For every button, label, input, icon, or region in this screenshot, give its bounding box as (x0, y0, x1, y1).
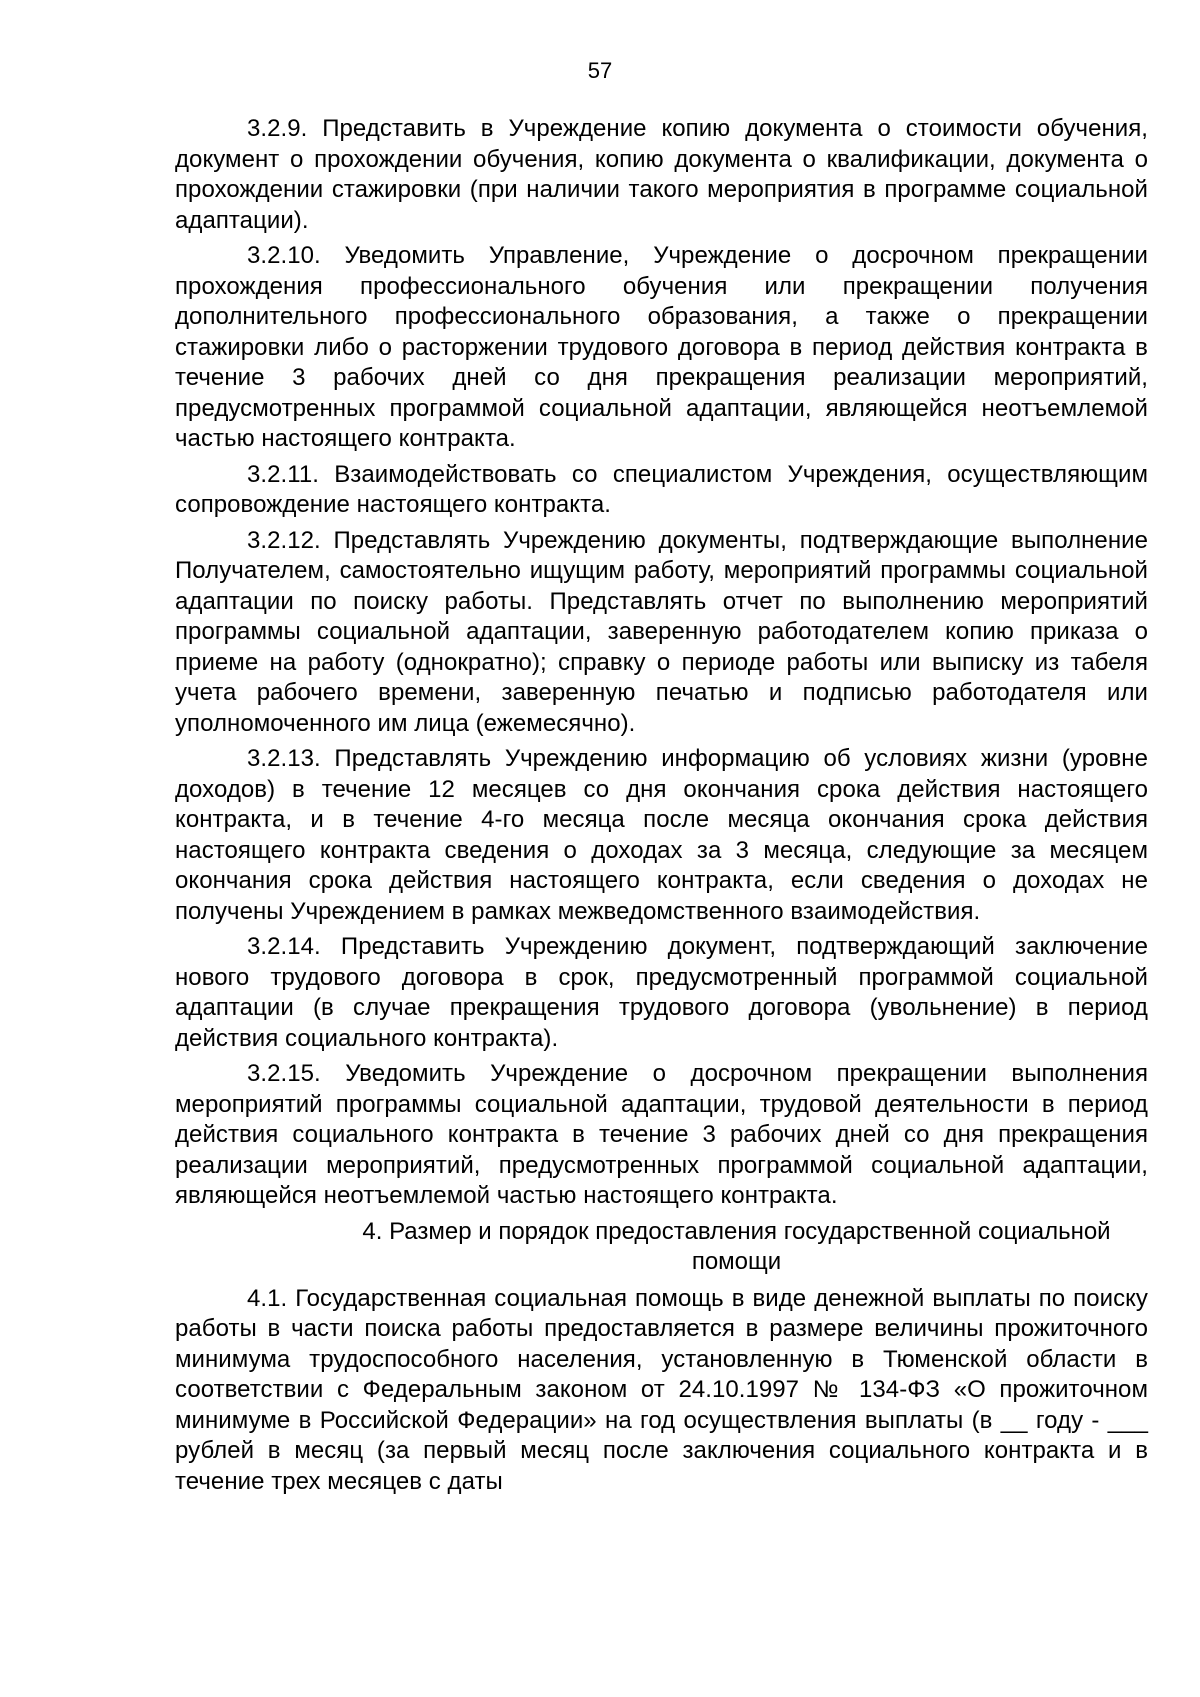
clause-4-1: 4.1. Государственная социальная помощь в виде денежной выплаты по поиску работы в части поиска работы предоставляется в размере величины прожиточного минимума трудоспособного населения, установленную в Тюменской области в соответствии с Федеральным законом от 24.10.1997 № 134-ФЗ «О прожиточном минимуме в Российской Федерации» на год осуществления выплаты (в __ году - ___ рублей в месяц (за первый месяц после заключения социального контракта и в течение трех месяцев с даты (175, 1284, 1148, 1495)
document-body (175, 114, 1148, 1502)
clause-3-2-15: 3.2.15. Уведомить Учреждение о досрочном прекращении выполнения мероприятий программы социальной адаптации, трудовой деятельности в период действия социального контракта в течение 3 рабочих дней со дня прекращения реализации мероприятий, предусмотренных программой социальной адаптации, являющейся неотъемлемой частью настоящего контракта. (175, 1060, 1148, 1209)
clause-3-2-14: 3.2.14. Представить Учреждению документ, подтверждающий заключение нового трудового договора в срок, предусмотренный программой социальной адаптации (в случае прекращения трудового договора (увольнение) в период действия социального контракта). (175, 933, 1148, 1052)
clause-3-2-13: 3.2.13. Представлять Учреждению информацию об условиях жизни (уровне доходов) в течение 12 месяцев со дня окончания срока действия настоящего контракта, и в течение 4-го месяца после месяца окончания срока действия настоящего контракта сведения о доходах за 3 месяца, следующие за месяцем окончания срока действия настоящего контракта, если сведения о доходах не получены Учреждением в рамках межведомственного взаимодействия. (175, 745, 1148, 925)
section-heading: 4. Размер и порядок предоставления государственной социальной помощи (362, 1217, 1111, 1275)
clause-3-2-11: 3.2.11. Взаимодействовать со специалистом Учреждения, осуществляющим сопровождение настоящего контракта. (175, 460, 1148, 518)
clause-3-2-10: 3.2.10. Уведомить Управление, Учреждение о досрочном прекращении прохождения профессионального обучения или прекращении получения дополнительного профессионального образования, а также о прекращении стажировки либо о расторжении трудового договора в период действия контракта в течение 3 рабочих дней со дня прекращения реализации мероприятий, предусмотренных программой социальной адаптации, являющейся неотъемлемой частью настоящего контракта. (175, 242, 1148, 452)
clause-3-2-12: 3.2.12. Представлять Учреждению документы, подтверждающие выполнение Получателем, самостоятельно ищущим работу, мероприятий программы социальной адаптации по поиску работы. Представлять отчет по выполнению мероприятий программы социальной адаптации, заверенную работодателем копию приказа о приеме на работу (однократно); справку о периоде работы или выписку из табеля учета рабочего времени, заверенную печатью и подписью работодателя или уполномоченного им лица (ежемесячно). (175, 526, 1148, 737)
clause-3-2-9: 3.2.9. Представить в Учреждение копию документа о стоимости обучения, документ о прохождении обучения, копию документа о квалификации, документа о прохождении стажировки (при наличии такого мероприятия в программе социальной адаптации). (175, 115, 1148, 234)
page-number: 57 (587, 58, 613, 83)
